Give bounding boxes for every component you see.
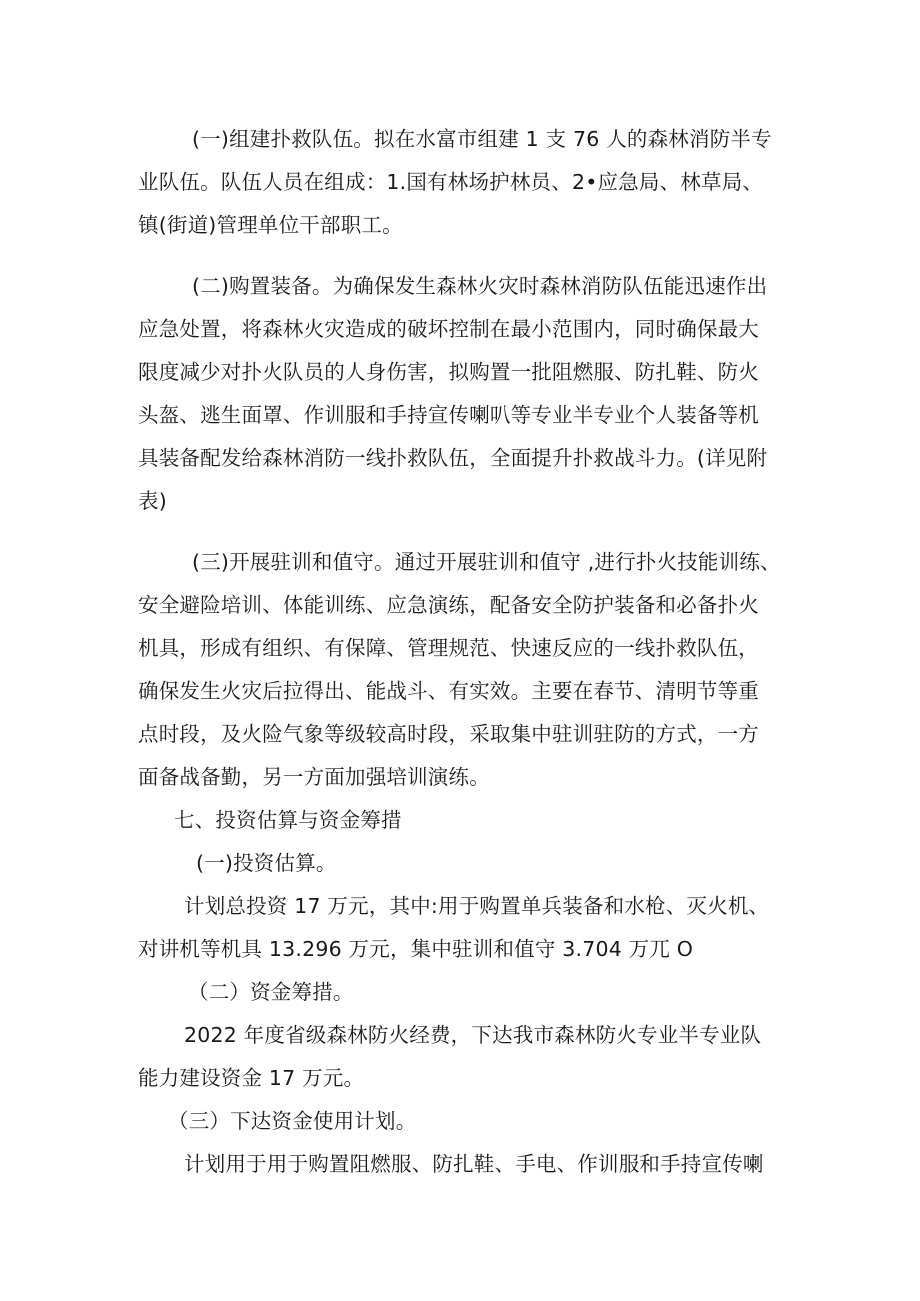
text-line: 业队伍。队伍人员在组成：1.国有林场护林员、2•应急局、林草局、 (138, 170, 764, 194)
text-line: (一)组建扑救队伍。拟在水富市组建 1 支 76 人的森林消防半专 (192, 127, 772, 151)
subheading-investment-estimate: (一)投资估算。 (196, 851, 337, 875)
paragraph-training-duty (138, 541, 798, 799)
text-line: 点时段，及火险气象等级较高时段，采取集中驻训驻防的方式，一方 (138, 722, 759, 746)
text-line: 应急处置，将森林火灾造成的破坏控制在最小范围内，同时确保最大 (138, 317, 759, 341)
text-line: 机具，形成有组织、有保障、管理规范、快速反应的一线扑救队伍， (138, 636, 759, 660)
text-line: 计划用于用于购置阻燃服、防扎鞋、手电、作训服和手持宣传喇 (184, 1152, 764, 1176)
text-line: (三)开展驻训和值守。通过开展驻训和值守 ,进行扑火技能训练、 (192, 550, 781, 574)
subheading-fund-usage-plan: （三）下达资金使用计划。 (168, 1109, 417, 1133)
paragraph-purchase-equipment (138, 265, 798, 523)
text-line: 头盔、逃生面罩、作训服和手持宣传喇叭等专业半专业个人装备等机 (138, 403, 759, 427)
text-line: 安全避险培训、体能训练、应急演练，配备安全防护装备和必备扑火 (138, 593, 759, 617)
paragraph-gap (138, 247, 798, 265)
paragraph-gap (138, 523, 798, 541)
text-line: 镇(街道)管理单位干部职工。 (138, 213, 403, 237)
text-line: 2022 年度省级森林防火经费，下达我市森林防火专业半专业队 (184, 1023, 762, 1047)
text-line: 表) (138, 489, 167, 513)
text-line: 对讲机等机具 13.296 万元，集中驻训和值守 3.704 万兀 O (138, 937, 694, 961)
paragraph-organize-team (138, 118, 798, 247)
text-line: 能力建设资金 17 万元。 (138, 1066, 365, 1090)
text-line: (二)购置装备。为确保发生森林火灾时森林消防队伍能迅速作出 (192, 274, 768, 298)
text-line: 计划总投资 17 万元，其中:用于购置单兵装备和水枪、灭火机、 (184, 894, 770, 918)
section-heading-seven: 七、投资估算与资金筹措 (174, 808, 402, 832)
text-line: 限度减少对扑火队员的人身伤害，拟购置一批阻燃服、防扎鞋、防火 (138, 360, 759, 384)
text-line: 确保发生火灾后拉得出、能战斗、有实效。主要在春节、清明节等重 (138, 679, 759, 703)
text-line: 面备战备勤，另一方面加强培训演练。 (138, 765, 490, 789)
subheading-fund-raising: （二）资金筹措。 (188, 980, 354, 1004)
text-line: 具装备配发给森林消防一线扑救队伍，全面提升扑救战斗力。(详见附 (138, 446, 768, 470)
document-body (138, 118, 798, 1186)
